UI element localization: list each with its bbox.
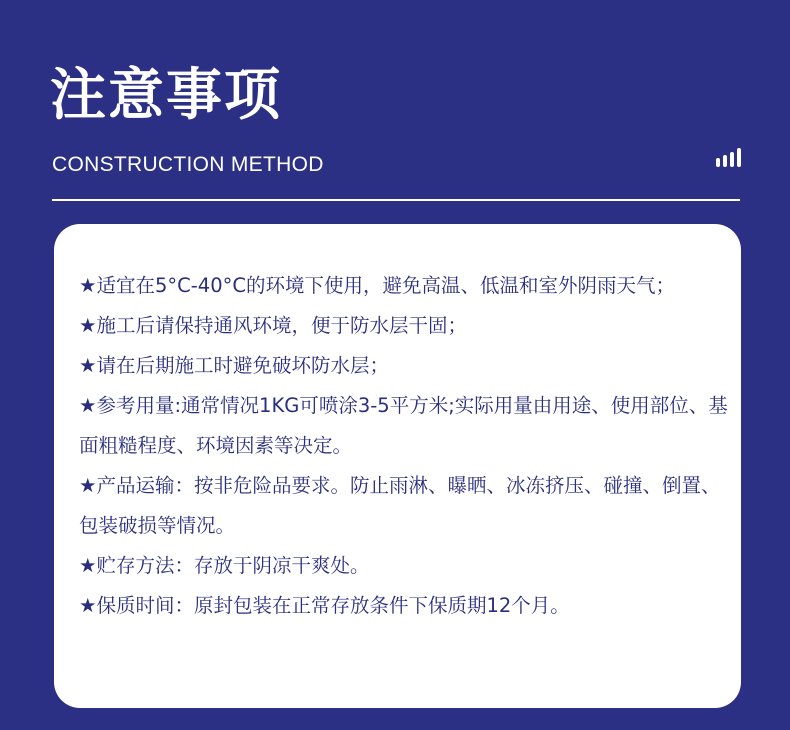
page-title: 注意事项 (50, 63, 282, 128)
note-item-transport: ★产品运输：按非危险品要求。防止雨淋、曝晒、冰冻挤压、碰撞、倒置、包装破损等情况。 (79, 474, 721, 537)
signal-bars-icon (716, 147, 742, 167)
note-item-ventilation: ★施工后请保持通风环境，便于防水层干固； (79, 314, 467, 337)
note-item-dosage: ★参考用量:通常情况1KG可喷涂3-5平方米;实际用量由用途、使用部位、基面粗糙程度、环境因素等决定。 (79, 394, 728, 457)
note-item-protection: ★请在后期施工时避免破坏防水层； (79, 354, 389, 377)
notes-list (79, 266, 729, 626)
header-divider (52, 199, 740, 201)
note-item-shelf-life: ★保质时间：原封包装在正常存放条件下保质期12个月。 (79, 594, 570, 617)
note-item-storage: ★贮存方法：存放于阴凉干爽处。 (79, 554, 370, 577)
note-item-temperature: ★适宜在5°C-40°C的环境下使用，避免高温、低温和室外阴雨天气； (79, 274, 675, 297)
page-subtitle: CONSTRUCTION METHOD (52, 153, 324, 176)
